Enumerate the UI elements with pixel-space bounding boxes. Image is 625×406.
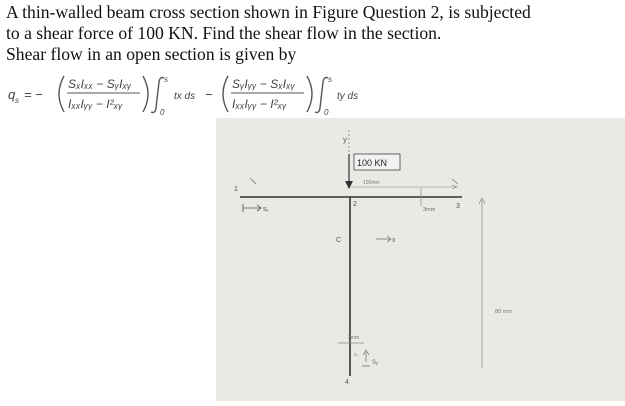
x-axis-label: x [392, 237, 396, 244]
flange-dim-label: 100mm [363, 180, 380, 186]
node-2-label: 2 [353, 201, 357, 208]
paren-close-1 [143, 76, 148, 112]
web-thickness-label: 2mm [348, 335, 360, 341]
node-4-label: 4 [345, 379, 349, 386]
paren-open-1 [59, 76, 64, 112]
s2-label: s₂ [354, 352, 359, 358]
sy-label: Sᵧ [372, 360, 378, 366]
integral2-lower: 0 [324, 108, 329, 117]
paren-open-2 [223, 76, 228, 112]
integral1-lower: 0 [160, 108, 165, 117]
sy-arrow [362, 350, 370, 366]
frac2-numerator: SᵧIᵧᵧ − SₓIₓᵧ [232, 77, 296, 91]
cross-section-sketch [216, 118, 625, 401]
frac1-denominator: IₓₓIᵧᵧ − I²ₓᵧ [68, 97, 123, 111]
integral1-body: tx ds [174, 91, 196, 102]
load-label: 100 KN [357, 158, 388, 168]
node-3-label: 3 [456, 203, 460, 210]
y-axis-label: y [343, 135, 347, 144]
paren-close-2 [307, 76, 312, 112]
formula-equals: = − [24, 87, 43, 102]
integral1-upper: s [164, 75, 168, 84]
s1-label: s₁ [263, 206, 269, 213]
integral2-upper: s [328, 75, 332, 84]
frac1-numerator: SₓIₓₓ − SᵧIₓᵧ [68, 77, 132, 91]
formula-lhs-sub: s [15, 96, 19, 105]
centroid-label: C [336, 237, 342, 244]
question-text [6, 2, 621, 65]
flange-left-mark [250, 178, 256, 184]
question-line-2: to a shear force of 100 KN. Find the shear flow in the section. [6, 23, 442, 43]
height-dim-label: 80 mm [495, 309, 512, 315]
integral2-body: ty ds [337, 91, 359, 102]
shear-flow-formula [4, 70, 484, 118]
cross-section-figure [216, 118, 625, 401]
frac2-denominator: IₓₓIᵧᵧ − I²ₓᵧ [232, 97, 287, 111]
flange-thickness-label: 3mm [423, 207, 436, 213]
question-line-1: A thin-walled beam cross section shown in Figure Question 2, is subjected [6, 2, 531, 22]
node-1-label: 1 [234, 186, 238, 193]
load-arrow-head [345, 181, 353, 189]
formula-lhs: q [8, 87, 16, 102]
formula-minus: − [205, 87, 213, 102]
flange-right-mark [452, 179, 458, 184]
question-line-3: Shear flow in an open section is given by [6, 44, 297, 64]
